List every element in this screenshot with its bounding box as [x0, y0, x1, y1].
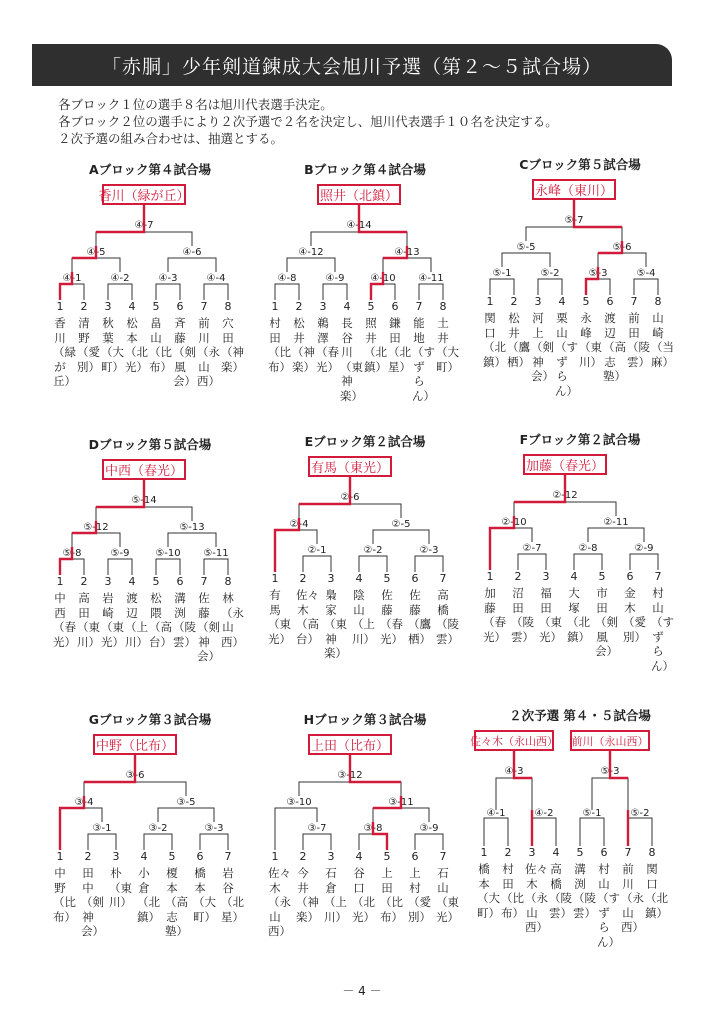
- bracket-block-a: [40, 160, 260, 420]
- player-name: 佐藤（春光）: [380, 588, 403, 646]
- player-name: 前田（陵雲）: [627, 311, 650, 369]
- player-name: 大塚（北鎮）: [567, 586, 590, 644]
- semi-match-label: ⑤-12: [83, 522, 109, 533]
- player-name: 林（永山西）: [221, 591, 244, 649]
- qf-match-label: ③-3: [204, 823, 224, 834]
- seed-number: 3: [327, 572, 335, 585]
- qf-match-label: ④-2: [534, 808, 554, 819]
- final-match-label: ⑤-3: [600, 766, 620, 777]
- qf-match-label: ②-8: [578, 543, 598, 554]
- winner-path: [60, 755, 135, 850]
- qf-match-label: ⑤-8: [62, 548, 82, 559]
- seed-number: 1: [486, 570, 494, 583]
- seed-number: 1: [480, 846, 488, 859]
- block-winner: 有馬（東光）: [308, 456, 392, 477]
- player-name: 溝渕（陵雲）: [573, 862, 596, 920]
- player-name: 穴田（神楽）: [221, 316, 244, 374]
- qf-bracket: [574, 554, 602, 570]
- semi-bracket: [598, 253, 646, 267]
- bracket-lines: [470, 430, 690, 580]
- winner-path: [275, 477, 350, 572]
- player-name: 清野（愛別）: [77, 316, 100, 374]
- qf-match-label: ②-9: [634, 543, 654, 554]
- block-winner: 中西（春光）: [102, 459, 186, 480]
- page-number: － 4 －: [342, 984, 382, 998]
- qf-match-label: ⑤-3: [588, 268, 608, 279]
- semi-match-label: ②-10: [501, 517, 527, 528]
- player-name: 石倉（上川）: [324, 866, 347, 924]
- intro-line-2: 各ブロック２位の選手により２次予選で２名を決定し、旭川代表選手１０名を決定する。: [58, 114, 558, 129]
- seed-number: 1: [56, 575, 64, 588]
- player-name: 秋葉（大町）: [101, 316, 124, 374]
- player-name: 渡辺（上川）: [125, 591, 148, 649]
- final-bracket: [514, 502, 616, 516]
- player-name: 高橋（陵雲）: [436, 588, 459, 646]
- seed-number: 3: [327, 850, 335, 863]
- final-bracket: [592, 778, 628, 810]
- qf-match-label: ⑤-1: [582, 808, 602, 819]
- seed-number: 6: [411, 572, 419, 585]
- seed-number: 4: [552, 846, 560, 859]
- player-name: 村山（すずらん）: [597, 862, 620, 949]
- seed-number: 1: [271, 572, 279, 585]
- qf-bracket: [359, 834, 387, 850]
- bracket-lines: [40, 435, 260, 585]
- semi-bracket: [72, 258, 120, 272]
- bracket-block-f: [470, 430, 690, 690]
- player-name: 松隈（高台）: [149, 591, 172, 649]
- qf-bracket: [204, 284, 228, 300]
- player-name: 関口（北鎮）: [483, 311, 506, 369]
- player-name: 関口（北鎮）: [645, 862, 668, 920]
- player-name: 鎌田（北星）: [388, 316, 411, 374]
- seed-number: 2: [84, 850, 92, 863]
- block-title: Gブロック第３試合場: [88, 712, 212, 727]
- player-name: 山崎（当麻）: [651, 311, 674, 369]
- qf-match-label: ④-1: [62, 273, 82, 284]
- qf-match-label: ④-1: [486, 808, 506, 819]
- final-match-label: ④-7: [134, 220, 154, 231]
- qf-bracket: [204, 559, 228, 575]
- qf-match-label: ④-11: [418, 273, 444, 284]
- bracket-block-b: [255, 160, 475, 420]
- block-winner: 上田（比布）: [308, 734, 392, 755]
- player-name: 溝渕（陵雲）: [173, 591, 196, 649]
- player-name: 田中（剣神会）: [81, 866, 104, 938]
- seed-number: 7: [439, 850, 447, 863]
- seed-number: 2: [299, 572, 307, 585]
- seed-number: 4: [558, 295, 566, 308]
- qf-match-label: ③-8: [363, 823, 383, 834]
- semi-bracket: [168, 533, 216, 547]
- block-title: Eブロック第２試合場: [304, 434, 426, 449]
- block-winner: 加藤（春光）: [523, 454, 607, 475]
- seed-number: 8: [224, 300, 232, 313]
- qf-bracket: [303, 556, 331, 572]
- block-winner: 永峰（東川）: [532, 179, 616, 200]
- player-name: 高田（東川）: [77, 591, 100, 649]
- final-match-label: ⑤-14: [131, 495, 157, 506]
- player-name: 前川（永山西）: [197, 316, 220, 388]
- qf-match-label: ④-9: [325, 273, 345, 284]
- seed-number: 2: [510, 295, 518, 308]
- qf-bracket: [303, 834, 331, 850]
- qf-bracket: [156, 559, 180, 575]
- player-name: 梟家（東神楽）: [324, 588, 347, 660]
- seed-number: 4: [355, 850, 363, 863]
- seed-number: 5: [168, 850, 176, 863]
- qf-bracket: [60, 284, 84, 300]
- qf-bracket: [538, 279, 562, 295]
- player-name: 河上（剣神会）: [531, 311, 554, 383]
- qf-match-label: ⑤-2: [540, 268, 560, 279]
- seed-number: 4: [343, 300, 351, 313]
- semi-match-label: ②-5: [391, 519, 411, 530]
- seed-number: 3: [534, 295, 542, 308]
- player-name: 畠山（比布）: [149, 316, 172, 374]
- seed-number: 5: [383, 572, 391, 585]
- seed-number: 5: [152, 300, 160, 313]
- final-match-label: ③-6: [125, 770, 145, 781]
- qf-bracket: [108, 284, 132, 300]
- player-name: 永峰（東川）: [579, 311, 602, 369]
- semi-bracket: [373, 808, 429, 822]
- qf-bracket: [580, 818, 604, 846]
- bracket-lines: [255, 432, 475, 582]
- player-name: 小倉（北鎮）: [137, 866, 160, 924]
- player-name: 土井（大町）: [436, 316, 459, 374]
- qf-bracket: [630, 554, 658, 570]
- semi-match-label: ④-6: [182, 247, 202, 258]
- second-round-winner: 前川（永山西）: [570, 730, 650, 751]
- seed-number: 2: [295, 300, 303, 313]
- bracket-block-h: [255, 710, 475, 970]
- seed-number: 3: [104, 575, 112, 588]
- seed-number: 3: [112, 850, 120, 863]
- player-name: 加藤（春光）: [483, 586, 506, 644]
- block-winner: 中野（比布）: [93, 734, 177, 755]
- seed-number: 4: [128, 575, 136, 588]
- semi-bracket: [502, 253, 550, 267]
- bracket-block-c: [470, 155, 690, 415]
- semi-bracket: [588, 528, 644, 542]
- qf-match-label: ②-3: [419, 545, 439, 556]
- player-name: 村山（すずらん）: [651, 586, 674, 673]
- player-name: 岩崎（東光）: [101, 591, 124, 649]
- qf-bracket: [156, 284, 180, 300]
- semi-bracket: [383, 258, 431, 272]
- seed-number: 4: [128, 300, 136, 313]
- seed-number: 8: [224, 575, 232, 588]
- seed-number: 3: [319, 300, 327, 313]
- player-name: 松井（鷹栖）: [507, 311, 530, 369]
- qf-match-label: ⑤-1: [492, 268, 512, 279]
- intro-text: [58, 96, 558, 147]
- final-bracket: [96, 507, 192, 521]
- player-name: 佐々木（永山西）: [268, 866, 291, 938]
- seed-number: 7: [624, 846, 632, 859]
- player-name: 福田（東光）: [539, 586, 562, 644]
- block-title: Hブロック第３試合場: [303, 712, 427, 727]
- qf-match-label: ⑤-4: [636, 268, 656, 279]
- final-bracket: [496, 778, 532, 810]
- second-round-winner: 佐々木（永山西）: [474, 730, 554, 751]
- player-name: 栗山（すずらん）: [555, 311, 578, 398]
- semi-match-label: ③-10: [286, 797, 312, 808]
- player-name: 中西（春光）: [53, 591, 76, 649]
- qf-bracket: [275, 284, 299, 300]
- seed-number: 7: [200, 300, 208, 313]
- qf-bracket: [415, 556, 443, 572]
- qf-match-label: ④-3: [158, 273, 178, 284]
- qf-bracket: [144, 834, 172, 850]
- qf-match-label: ③-7: [307, 823, 327, 834]
- bracket-block-second-round: [470, 706, 690, 966]
- seed-number: 3: [542, 570, 550, 583]
- bracket-block-g: [40, 710, 260, 970]
- semi-match-label: ④-5: [86, 247, 106, 258]
- qf-match-label: ③-1: [92, 823, 112, 834]
- qf-match-label: ③-9: [419, 823, 439, 834]
- seed-number: 7: [224, 850, 232, 863]
- player-name: 佐々木（高台）: [296, 588, 319, 646]
- seed-number: 6: [176, 300, 184, 313]
- player-name: 谷口（北光）: [352, 866, 375, 924]
- player-name: 沼田（陵雲）: [511, 586, 534, 644]
- block-winner: 香川（緑が丘）: [102, 184, 186, 205]
- final-bracket: [299, 504, 401, 518]
- block-title: Fブロック第２試合場: [519, 432, 641, 447]
- final-bracket: [299, 782, 401, 796]
- seed-number: 7: [415, 300, 423, 313]
- seed-number: 6: [391, 300, 399, 313]
- qf-match-label: ⑤-9: [110, 548, 130, 559]
- qf-match-label: ②-2: [363, 545, 383, 556]
- player-name: 香川（緑が丘）: [53, 316, 76, 388]
- seed-number: 5: [598, 570, 606, 583]
- seed-number: 8: [648, 846, 656, 859]
- seed-number: 2: [80, 575, 88, 588]
- seed-number: 5: [367, 300, 375, 313]
- semi-match-label: ⑤-5: [516, 242, 536, 253]
- final-match-label: ③-12: [337, 770, 363, 781]
- seed-number: 4: [140, 850, 148, 863]
- seed-number: 2: [80, 300, 88, 313]
- final-match-label: ②-6: [340, 492, 360, 503]
- semi-match-label: ⑤-6: [612, 242, 632, 253]
- player-name: 石山（東光）: [436, 866, 459, 924]
- semi-match-label: ④-13: [394, 247, 420, 258]
- player-name: 渡辺（高志塾）: [603, 311, 626, 383]
- bracket-lines: [40, 710, 260, 860]
- bracket-block-d: [40, 435, 260, 695]
- player-name: 村田（比布）: [501, 862, 524, 920]
- seed-number: 2: [299, 850, 307, 863]
- qf-bracket: [371, 284, 395, 300]
- page-title-bar: [32, 44, 672, 86]
- seed-number: 7: [200, 575, 208, 588]
- bracket-lines: [40, 160, 260, 310]
- seed-number: 3: [528, 846, 536, 859]
- seed-number: 7: [630, 295, 638, 308]
- semi-bracket: [287, 258, 335, 272]
- player-name: 松井（神楽）: [292, 316, 315, 374]
- qf-match-label: ⑤-11: [203, 548, 229, 559]
- player-name: 今井（神楽）: [296, 866, 319, 924]
- qf-match-label: ②-7: [522, 543, 542, 554]
- player-name: 橋本（大町）: [477, 862, 500, 920]
- qf-bracket: [634, 279, 658, 295]
- qf-match-label: ④-2: [110, 273, 130, 284]
- semi-match-label: ③-5: [176, 797, 196, 808]
- page-title: 「赤胴」少年剣道錬成大会旭川予選（第２～５試合場）: [101, 55, 602, 78]
- seed-number: 5: [582, 295, 590, 308]
- seed-number: 1: [271, 850, 279, 863]
- seed-number: 8: [439, 300, 447, 313]
- player-name: 榎本（高志塾）: [165, 866, 188, 938]
- qf-bracket: [60, 559, 84, 575]
- semi-bracket: [158, 808, 214, 822]
- player-name: 市田（剣風会）: [595, 586, 618, 658]
- block-title: Dブロック第５試合場: [88, 437, 212, 452]
- player-name: 長谷川（東神楽）: [340, 316, 363, 403]
- player-name: 上田（比布）: [380, 866, 403, 924]
- seed-number: 3: [104, 300, 112, 313]
- seed-number: 8: [654, 295, 662, 308]
- player-name: 照井（北鎮）: [364, 316, 387, 374]
- final-bracket: [84, 782, 186, 796]
- player-name: 村田（比布）: [268, 316, 291, 374]
- seed-number: 5: [576, 846, 584, 859]
- player-name: 陰山（上川）: [352, 588, 375, 646]
- player-name: 能地（すずらん）: [412, 316, 435, 403]
- qf-bracket: [323, 284, 347, 300]
- player-name: 有馬（東光）: [268, 588, 291, 646]
- player-name: 佐藤（鷹栖）: [408, 588, 431, 646]
- seed-number: 5: [152, 575, 160, 588]
- seed-number: 1: [56, 850, 64, 863]
- block-title: Aブロック第４試合場: [89, 162, 211, 177]
- qf-bracket: [490, 279, 514, 295]
- seed-number: 6: [606, 295, 614, 308]
- intro-line-1: 各ブロック１位の選手８名は旭川代表選手決定。: [58, 97, 333, 112]
- semi-match-label: ③-11: [388, 797, 414, 808]
- intro-line-3: ２次予選の組み合わせは、抽選とする。: [58, 131, 284, 146]
- semi-bracket: [72, 533, 120, 547]
- final-bracket: [311, 232, 407, 246]
- semi-match-label: ③-4: [74, 797, 94, 808]
- bracket-block-e: [255, 432, 475, 692]
- final-bracket: [526, 227, 622, 241]
- block-title: Bブロック第４試合場: [304, 162, 426, 177]
- seed-number: 7: [654, 570, 662, 583]
- final-bracket: [96, 232, 192, 246]
- qf-match-label: ④-4: [206, 273, 226, 284]
- qf-match-label: ⑤-10: [155, 548, 181, 559]
- semi-match-label: ④-12: [298, 247, 324, 258]
- qf-match-label: ③-2: [148, 823, 168, 834]
- player-name: 前川（永山西）: [621, 862, 644, 934]
- semi-bracket: [373, 530, 429, 544]
- block-winner: 照井（北鎮）: [317, 184, 401, 205]
- seed-number: 7: [439, 572, 447, 585]
- block-title: ２次予選 第４・５試合場: [509, 708, 651, 723]
- seed-number: 4: [570, 570, 578, 583]
- seed-number: 2: [504, 846, 512, 859]
- player-name: 橋本（大町）: [193, 866, 216, 924]
- qf-bracket: [359, 556, 387, 572]
- player-name: 佐々木（永山西）: [525, 862, 548, 934]
- player-name: 佐藤（剣神会）: [197, 591, 220, 663]
- semi-match-label: ②-4: [289, 519, 309, 530]
- block-title: Cブロック第５試合場: [519, 157, 641, 172]
- qf-bracket: [532, 818, 556, 846]
- player-name: 斉藤（剣風会）: [173, 316, 196, 388]
- bracket-lines: [470, 155, 690, 305]
- player-name: 岩谷（北星）: [221, 866, 244, 924]
- seed-number: 6: [411, 850, 419, 863]
- bracket-lines: [470, 706, 690, 856]
- seed-number: 1: [486, 295, 494, 308]
- qf-bracket: [484, 818, 508, 846]
- qf-match-label: ②-1: [307, 545, 327, 556]
- seed-number: 6: [176, 575, 184, 588]
- qf-match-label: ⑤-2: [630, 808, 650, 819]
- player-name: 朴（東川）: [109, 866, 132, 909]
- seed-number: 4: [355, 572, 363, 585]
- qf-bracket: [628, 818, 652, 846]
- bracket-lines: [255, 160, 475, 310]
- final-match-label: ④-3: [504, 766, 524, 777]
- final-match-label: ⑤-7: [564, 215, 584, 226]
- seed-number: 1: [271, 300, 279, 313]
- player-name: 上村（愛別）: [408, 866, 431, 924]
- qf-bracket: [88, 834, 116, 850]
- player-name: 高橋（陵雲）: [549, 862, 572, 920]
- player-name: 鵜澤（春光）: [316, 316, 339, 374]
- seed-number: 6: [196, 850, 204, 863]
- seed-number: 5: [383, 850, 391, 863]
- seed-number: 1: [56, 300, 64, 313]
- seed-number: 6: [600, 846, 608, 859]
- qf-match-label: ④-8: [277, 273, 297, 284]
- final-match-label: ④-14: [346, 220, 372, 231]
- player-name: 中野（比布）: [53, 866, 76, 924]
- final-match-label: ②-12: [552, 490, 578, 501]
- seed-number: 2: [514, 570, 522, 583]
- qf-bracket: [518, 554, 546, 570]
- qf-bracket: [586, 279, 610, 295]
- bracket-lines: [255, 710, 475, 860]
- qf-bracket: [200, 834, 228, 850]
- qf-match-label: ④-10: [370, 273, 396, 284]
- qf-bracket: [419, 284, 443, 300]
- semi-match-label: ⑤-13: [179, 522, 205, 533]
- player-name: 金木（愛別）: [623, 586, 646, 644]
- player-name: 松本（北光）: [125, 316, 148, 374]
- qf-bracket: [108, 559, 132, 575]
- semi-bracket: [168, 258, 216, 272]
- qf-bracket: [415, 834, 443, 850]
- semi-match-label: ②-11: [603, 517, 629, 528]
- seed-number: 6: [626, 570, 634, 583]
